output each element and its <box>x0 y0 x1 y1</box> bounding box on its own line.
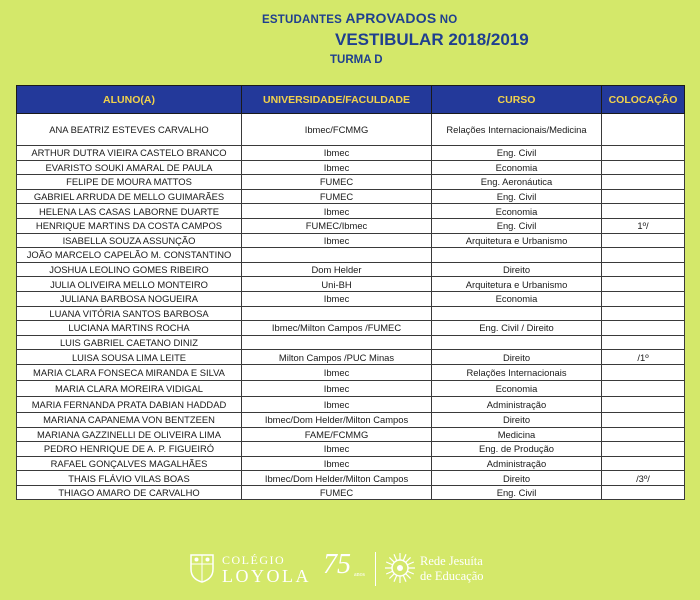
logo-anniversary: 75 <box>323 549 351 580</box>
table-row <box>17 204 685 219</box>
cell-universidade: Ibmec <box>242 396 432 412</box>
cell-curso: Direito <box>432 471 602 486</box>
cell-colocacao <box>602 160 685 175</box>
cell-aluno: THAIS FLÁVIO VILAS BOAS <box>17 471 242 486</box>
cell-curso: Eng. Civil <box>432 146 602 161</box>
cell-universidade: Ibmec <box>242 380 432 396</box>
cell-colocacao <box>602 427 685 442</box>
table-row <box>17 291 685 306</box>
column-header-curso: CURSO <box>432 86 602 114</box>
cell-universidade: FUMEC <box>242 175 432 190</box>
cell-aluno: FELIPE DE MOURA MATTOS <box>17 175 242 190</box>
cell-universidade: FUMEC <box>242 189 432 204</box>
approved-students-table <box>16 85 685 500</box>
title-emphasis: APROVADOS <box>345 10 437 26</box>
cell-colocacao <box>602 456 685 471</box>
cell-universidade: Milton Campos /PUC Minas <box>242 350 432 365</box>
cell-curso: Eng. Aeronáutica <box>432 175 602 190</box>
cell-curso: Eng. Civil / Direito <box>432 321 602 336</box>
cell-colocacao <box>602 442 685 457</box>
cell-aluno: MARIA CLARA FONSECA MIRANDA E SILVA <box>17 364 242 380</box>
cell-universidade: Uni-BH <box>242 277 432 292</box>
cell-aluno: PEDRO HENRIQUE DE A. P. FIGUEIRÓ <box>17 442 242 457</box>
cell-colocacao <box>602 380 685 396</box>
table-row <box>17 456 685 471</box>
cell-aluno: LUISA SOUSA LIMA LEITE <box>17 350 242 365</box>
cell-universidade: Ibmec <box>242 160 432 175</box>
cell-aluno: JULIANA BARBOSA NOGUEIRA <box>17 291 242 306</box>
cell-aluno: ARTHUR DUTRA VIEIRA CASTELO BRANCO <box>17 146 242 161</box>
table-row <box>17 218 685 233</box>
cell-aluno: ANA BEATRIZ ESTEVES CARVALHO <box>17 114 242 146</box>
table-row <box>17 175 685 190</box>
cell-curso <box>432 335 602 350</box>
table-row <box>17 485 685 500</box>
cell-curso: Administração <box>432 396 602 412</box>
cell-colocacao <box>602 335 685 350</box>
cell-colocacao <box>602 233 685 248</box>
cell-colocacao: 1º/ <box>602 218 685 233</box>
cell-curso: Eng. de Produção <box>432 442 602 457</box>
table-row <box>17 350 685 365</box>
cell-curso: Direito <box>432 350 602 365</box>
cell-universidade <box>242 306 432 321</box>
logo-divider <box>375 552 376 586</box>
cell-curso: Relações Internacionais/Medicina <box>432 114 602 146</box>
cell-curso: Arquitetura e Urbanismo <box>432 277 602 292</box>
cell-curso: Economia <box>432 380 602 396</box>
loyola-crest-icon <box>188 552 216 584</box>
cell-curso: Direito <box>432 412 602 427</box>
cell-curso: Economia <box>432 291 602 306</box>
cell-universidade: FUMEC/Ibmec <box>242 218 432 233</box>
cell-curso: Eng. Civil <box>432 218 602 233</box>
table-row <box>17 412 685 427</box>
cell-aluno: GABRIEL ARRUDA DE MELLO GUIMARÃES <box>17 189 242 204</box>
title-prefix: ESTUDANTES <box>262 14 346 26</box>
cell-universidade: Ibmec <box>242 442 432 457</box>
logo-rede-line-1: Rede Jesuíta <box>420 554 483 568</box>
table-row <box>17 146 685 161</box>
footer-logos <box>188 546 518 590</box>
cell-universidade: Ibmec <box>242 364 432 380</box>
table-row <box>17 248 685 263</box>
cell-colocacao <box>602 204 685 219</box>
title-line-1 <box>262 10 457 26</box>
cell-aluno: MARIA FERNANDA PRATA DABIAN HADDAD <box>17 396 242 412</box>
cell-aluno: THIAGO AMARO DE CARVALHO <box>17 485 242 500</box>
title-suffix: NO <box>436 14 458 26</box>
cell-universidade <box>242 335 432 350</box>
cell-colocacao <box>602 321 685 336</box>
cell-colocacao <box>602 262 685 277</box>
table-row <box>17 160 685 175</box>
cell-universidade: Ibmec/Milton Campos /FUMEC <box>242 321 432 336</box>
cell-universidade: Ibmec/Dom Helder/Milton Campos <box>242 412 432 427</box>
cell-aluno: EVARISTO SOUKI AMARAL DE PAULA <box>17 160 242 175</box>
table-header-row <box>17 86 685 114</box>
cell-colocacao <box>602 146 685 161</box>
cell-aluno: RAFAEL GONÇALVES MAGALHÃES <box>17 456 242 471</box>
cell-curso: Medicina <box>432 427 602 442</box>
cell-colocacao <box>602 189 685 204</box>
cell-colocacao <box>602 277 685 292</box>
cell-colocacao: /3º/ <box>602 471 685 486</box>
cell-aluno: MARIANA CAPANEMA VON BENTZEEN <box>17 412 242 427</box>
cell-aluno: HELENA LAS CASAS LABORNE DUARTE <box>17 204 242 219</box>
table-row <box>17 471 685 486</box>
table-row <box>17 427 685 442</box>
cell-aluno: MARIANA GAZZINELLI DE OLIVEIRA LIMA <box>17 427 242 442</box>
cell-curso: Economia <box>432 160 602 175</box>
logo-anniversary-unit: anos <box>354 572 365 578</box>
cell-universidade: FUMEC <box>242 485 432 500</box>
table-row <box>17 262 685 277</box>
cell-colocacao <box>602 175 685 190</box>
table-row <box>17 233 685 248</box>
table-body <box>17 114 685 500</box>
cell-colocacao <box>602 306 685 321</box>
cell-colocacao <box>602 364 685 380</box>
cell-curso: Eng. Civil <box>432 485 602 500</box>
cell-aluno: ISABELLA SOUZA ASSUNÇÃO <box>17 233 242 248</box>
cell-aluno: JULIA OLIVEIRA MELLO MONTEIRO <box>17 277 242 292</box>
cell-colocacao <box>602 412 685 427</box>
cell-colocacao <box>602 485 685 500</box>
cell-colocacao <box>602 114 685 146</box>
cell-curso: Relações Internacionais <box>432 364 602 380</box>
column-header-universidade: UNIVERSIDADE/FACULDADE <box>242 86 432 114</box>
logo-loyola: LOYOLA <box>222 566 311 586</box>
cell-colocacao <box>602 396 685 412</box>
cell-aluno: LUIS GABRIEL CAETANO DINIZ <box>17 335 242 350</box>
column-header-aluno: ALUNO(A) <box>17 86 242 114</box>
cell-universidade: Ibmec <box>242 456 432 471</box>
table-row <box>17 321 685 336</box>
cell-universidade: Ibmec <box>242 146 432 161</box>
cell-universidade: Ibmec <box>242 233 432 248</box>
cell-universidade: Ibmec/FCMMG <box>242 114 432 146</box>
cell-aluno: JOÃO MARCELO CAPELÃO M. CONSTANTINO <box>17 248 242 263</box>
cell-aluno: HENRIQUE MARTINS DA COSTA CAMPOS <box>17 218 242 233</box>
cell-aluno: LUCIANA MARTINS ROCHA <box>17 321 242 336</box>
cell-universidade: FAME/FCMMG <box>242 427 432 442</box>
cell-curso: Arquitetura e Urbanismo <box>432 233 602 248</box>
cell-curso: Administração <box>432 456 602 471</box>
cell-universidade: Dom Helder <box>242 262 432 277</box>
cell-curso: Eng. Civil <box>432 189 602 204</box>
cell-colocacao <box>602 248 685 263</box>
cell-aluno: LUANA VITÓRIA SANTOS BARBOSA <box>17 306 242 321</box>
cell-curso <box>432 248 602 263</box>
cell-colocacao <box>602 291 685 306</box>
cell-curso <box>432 306 602 321</box>
cell-universidade: Ibmec/Dom Helder/Milton Campos <box>242 471 432 486</box>
table-row <box>17 335 685 350</box>
table-row <box>17 364 685 380</box>
cell-colocacao: /1º <box>602 350 685 365</box>
table-row <box>17 189 685 204</box>
logo-colegio: COLÉGIO <box>222 553 286 567</box>
table-row <box>17 277 685 292</box>
cell-universidade: Ibmec <box>242 291 432 306</box>
cell-universidade <box>242 248 432 263</box>
cell-aluno: JOSHUA LEOLINO GOMES RIBEIRO <box>17 262 242 277</box>
table-row <box>17 380 685 396</box>
jesuit-sun-icon <box>384 552 416 584</box>
table-row <box>17 442 685 457</box>
table-row <box>17 114 685 146</box>
cell-curso: Economia <box>432 204 602 219</box>
table-row <box>17 396 685 412</box>
table-row <box>17 306 685 321</box>
cell-universidade: Ibmec <box>242 204 432 219</box>
column-header-colocacao: COLOCAÇÃO <box>602 86 685 114</box>
cell-curso: Direito <box>432 262 602 277</box>
title-line-2: VESTIBULAR 2018/2019 <box>335 30 529 49</box>
logo-rede-line-2: de Educação <box>420 569 484 583</box>
cell-aluno: MARIA CLARA MOREIRA VIDIGAL <box>17 380 242 396</box>
title-line-3: TURMA D <box>330 54 383 66</box>
